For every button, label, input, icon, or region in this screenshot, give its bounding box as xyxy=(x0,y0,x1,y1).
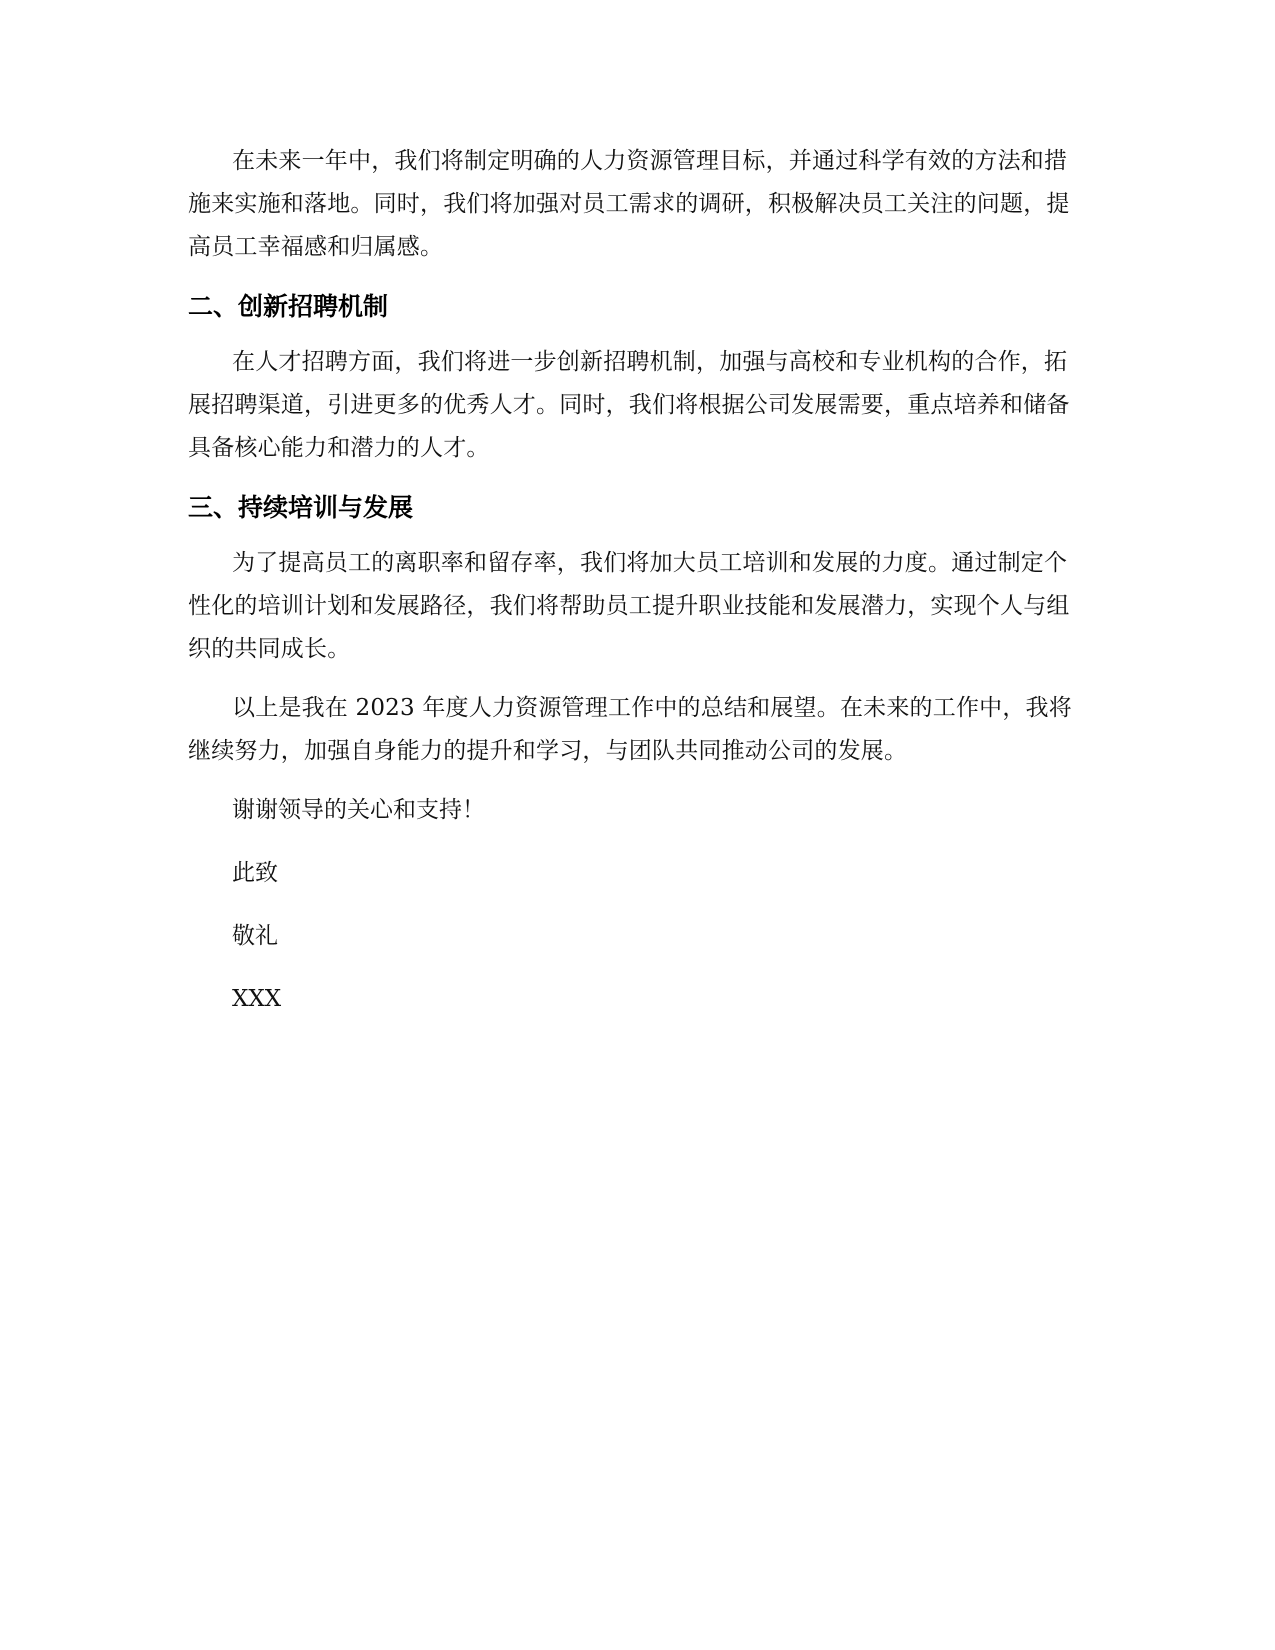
document-body xyxy=(188,140,1088,1021)
summary-paragraph: 以上是我在 2023 年度人力资源管理工作中的总结和展望。在未来的工作中，我将继续努力，加强自身能力的提升和学习，与团队共同推动公司的发展。 xyxy=(188,695,1072,764)
signature: XXX xyxy=(232,986,282,1012)
closing-salutation: 此致 xyxy=(232,860,278,886)
recruitment-paragraph: 在人才招聘方面，我们将进一步创新招聘机制，加强与高校和专业机构的合作，拓展招聘渠道，引进更多的优秀人才。同时，我们将根据公司发展需要，重点培养和储备具备核心能力和潜力的人才。 xyxy=(188,349,1070,461)
training-paragraph: 为了提高员工的离职率和留存率，我们将加大员工培训和发展的力度。通过制定个性化的培训计划和发展路径，我们将帮助员工提升职业技能和发展潜力，实现个人与组织的共同成长。 xyxy=(188,550,1070,662)
intro-paragraph: 在未来一年中，我们将制定明确的人力资源管理目标，并通过科学有效的方法和措施来实施和落地。同时，我们将加强对员工需求的调研，积极解决员工关注的问题，提高员工幸福感和归属感。 xyxy=(188,148,1070,260)
section-heading-recruitment: 二、创新招聘机制 xyxy=(188,292,389,321)
thanks-line: 谢谢领导的关心和支持！ xyxy=(232,797,485,823)
section-heading-training: 三、持续培训与发展 xyxy=(188,493,414,522)
closing-regards: 敬礼 xyxy=(232,923,278,949)
